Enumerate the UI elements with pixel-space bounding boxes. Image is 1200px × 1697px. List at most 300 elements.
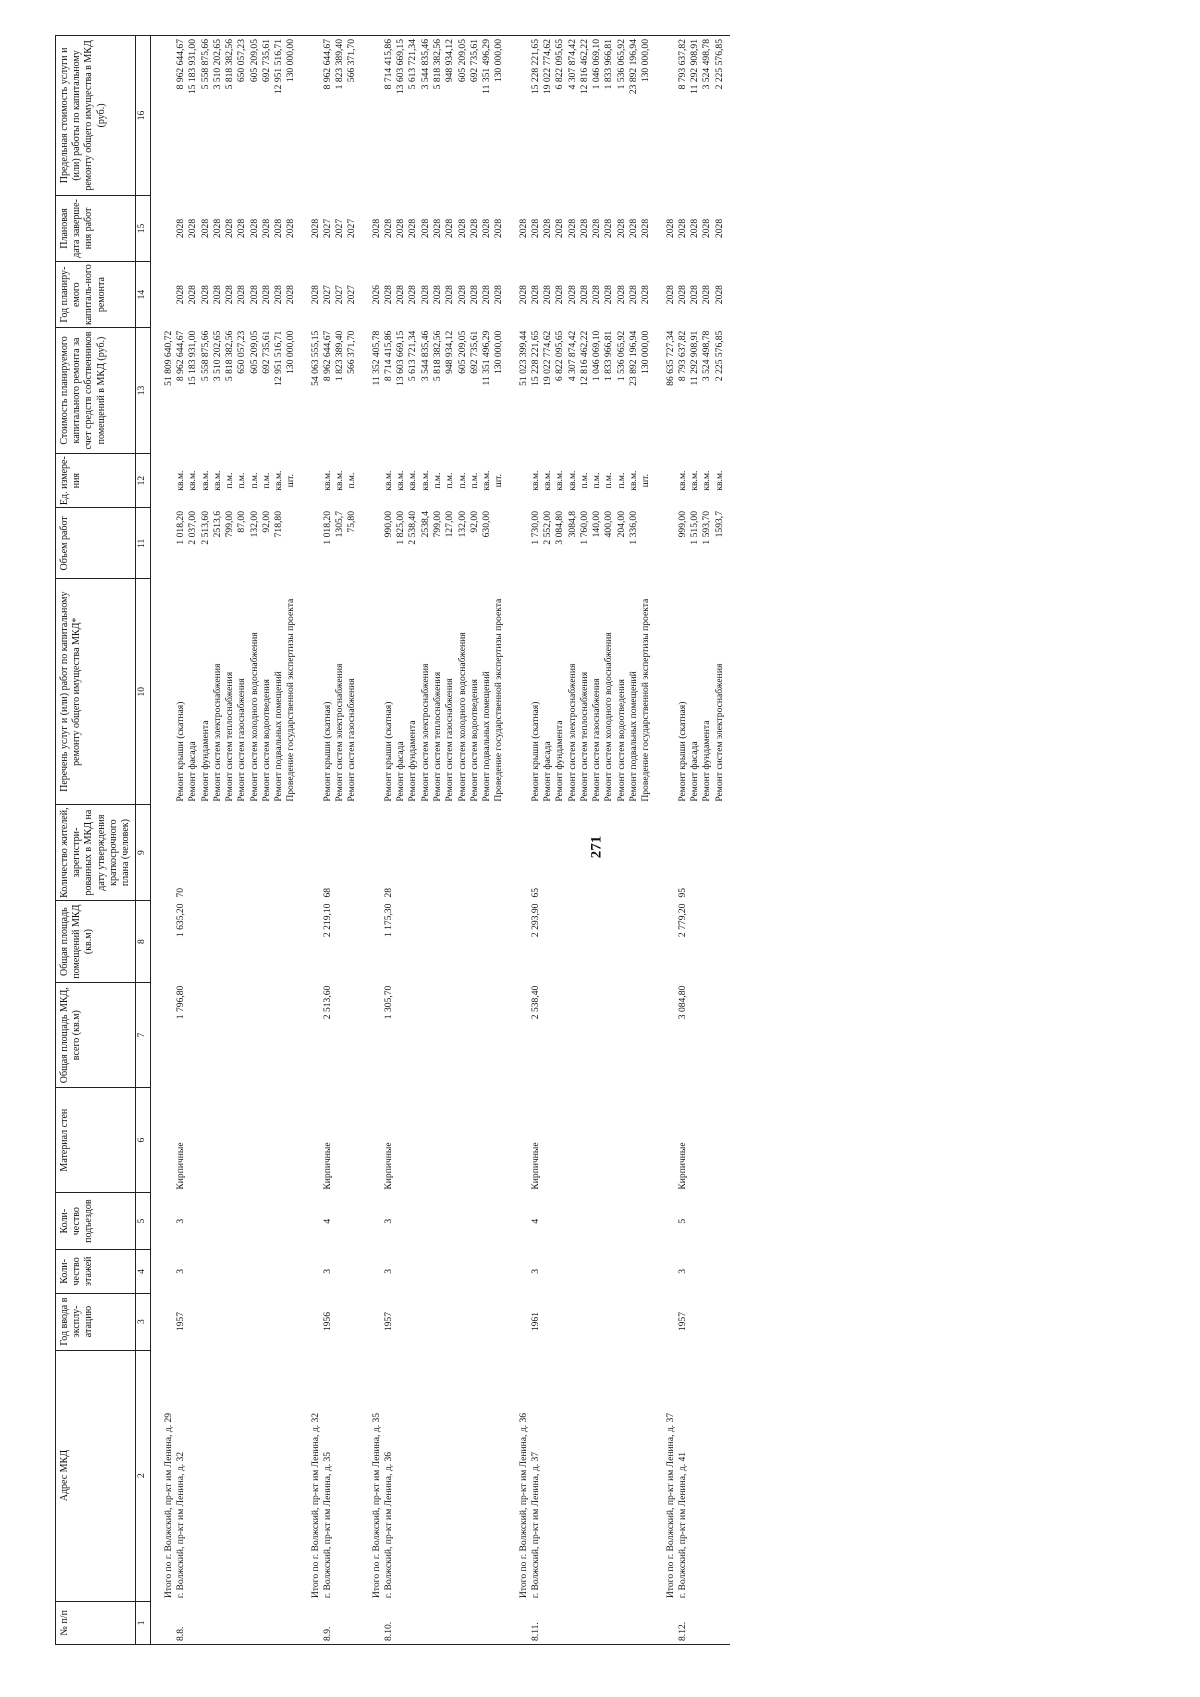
residents-cell	[689, 805, 701, 901]
planned-cost-cell: 54 063 555,15	[309, 330, 321, 386]
total-area-cell	[518, 983, 530, 1088]
unit-cell: кв.м.	[419, 470, 431, 491]
work-row	[689, 36, 701, 1645]
header-cell: Год планиру-емого капиталь-ного ремонта	[56, 262, 136, 328]
work-type-cell	[310, 579, 322, 805]
work-type-cell: Проведение государственной экспертизы проекта	[640, 598, 652, 802]
work-type-cell: Ремонт систем холодного водоснабжения	[456, 632, 468, 802]
unit-cell: п.м.	[603, 472, 615, 489]
year-built-cell	[346, 1293, 358, 1350]
work-type-cell: Ремонт систем газоснабжения	[591, 678, 603, 802]
total-area-cell	[665, 983, 677, 1088]
address-cell	[554, 1350, 566, 1601]
row-number-cell	[640, 1601, 652, 1644]
max-cost-cell: 650 057,23	[236, 36, 248, 196]
entrances-cell	[371, 1193, 383, 1250]
wall-material-cell: Кирпичные	[174, 1142, 186, 1190]
work-row	[261, 36, 273, 1645]
work-row	[469, 36, 481, 1645]
floors-cell	[591, 1250, 603, 1293]
work-volume-cell	[518, 508, 530, 579]
residents-cell	[579, 805, 591, 901]
max-cost-cell: 8 793 637,82	[677, 36, 689, 196]
column-number: 16	[136, 36, 151, 196]
floors-cell	[420, 1250, 432, 1293]
completion-date-cell: 2028	[676, 218, 688, 239]
planned-cost-cell: 51 809 640,72	[162, 330, 174, 386]
max-cost-cell: 130 000,00	[493, 36, 505, 196]
spacer-cell	[359, 901, 371, 983]
header-cell: Ед. измере-ния	[56, 453, 136, 508]
work-type-cell	[163, 579, 175, 805]
spacer-cell	[150, 508, 163, 579]
house-row	[530, 36, 542, 1645]
wall-material-cell	[554, 1088, 566, 1193]
max-cost-cell: 1 536 065,92	[616, 36, 628, 196]
entrances-cell	[432, 1193, 444, 1250]
completion-date-cell: 2028	[382, 218, 394, 239]
entrances-cell	[457, 1193, 469, 1250]
completion-date-cell: 2028	[285, 218, 297, 239]
completion-date-cell: 2027	[321, 218, 333, 239]
max-cost-cell: 19 022 774,62	[542, 36, 554, 196]
completion-date-cell: 2028	[591, 218, 603, 239]
residents-cell	[554, 805, 566, 901]
premises-area-cell	[371, 901, 383, 983]
work-row	[407, 36, 419, 1645]
max-cost-cell: 692 735,61	[261, 36, 273, 196]
repair-year-cell: 2028	[199, 285, 211, 305]
work-row	[236, 36, 248, 1645]
year-built-cell	[420, 1293, 432, 1350]
year-built-cell: 1957	[174, 1311, 186, 1332]
work-volume-cell: 204,00	[615, 510, 627, 538]
unit-cell: п.м.	[248, 472, 260, 489]
planned-cost-cell: 8 962 644,67	[174, 330, 186, 382]
entrances-cell	[628, 1193, 640, 1250]
planned-cost-cell: 15 228 221,65	[529, 330, 541, 386]
row-number-cell	[285, 1601, 297, 1644]
completion-date-cell: 2028	[187, 218, 199, 239]
unit-cell: п.м.	[578, 472, 590, 489]
row-number-cell	[481, 1601, 493, 1644]
work-volume-cell: 2 552,00	[542, 510, 554, 545]
planned-cost-cell: 11 352 405,78	[370, 330, 382, 386]
premises-area-cell	[591, 901, 603, 983]
year-built-cell	[554, 1293, 566, 1350]
wall-material-cell	[481, 1088, 493, 1193]
unit-cell: п.м.	[346, 472, 358, 489]
completion-date-cell: 2028	[370, 218, 382, 239]
spacer-cell	[298, 1088, 310, 1193]
address-cell	[200, 1350, 212, 1601]
repair-year-cell: 2028	[273, 285, 285, 305]
address-cell	[334, 1350, 346, 1601]
work-volume-cell	[640, 508, 652, 579]
work-volume-cell: 799,00	[224, 510, 236, 538]
work-type-cell: Ремонт крыши (скатная)	[676, 701, 688, 802]
premises-area-cell	[261, 901, 273, 983]
house-row	[677, 36, 689, 1645]
max-cost-cell: 8 962 644,67	[322, 36, 334, 196]
total-area-cell	[285, 983, 297, 1088]
work-row	[603, 36, 615, 1645]
work-type-cell: Ремонт крыши (скатная)	[529, 701, 541, 802]
work-row	[628, 36, 640, 1645]
entrances-cell	[224, 1193, 236, 1250]
address-cell	[224, 1350, 236, 1601]
max-cost-cell: 3 510 202,65	[212, 36, 224, 196]
total-area-cell	[628, 983, 640, 1088]
residents-cell	[420, 805, 432, 901]
repair-year-cell: 2028	[676, 285, 688, 305]
premises-area-cell	[554, 901, 566, 983]
floors-cell	[310, 1250, 322, 1293]
spacer-cell	[359, 1250, 371, 1293]
max-cost-cell: 5 818 382,56	[432, 36, 444, 196]
planned-cost-cell: 3 510 202,65	[211, 330, 223, 382]
unit-cell: шт.	[493, 473, 505, 488]
unit-cell: кв.м.	[174, 470, 186, 491]
entrances-cell: 5	[676, 1218, 688, 1224]
wall-material-cell	[273, 1088, 285, 1193]
residents-cell	[187, 805, 199, 901]
row-number-cell	[273, 1601, 285, 1644]
entrances-cell	[567, 1193, 579, 1250]
row-number-cell	[591, 1601, 603, 1644]
row-number-cell	[469, 1601, 481, 1644]
floors-cell	[469, 1250, 481, 1293]
entrances-cell	[714, 1193, 730, 1250]
spacer-cell	[150, 195, 163, 261]
total-area-cell	[346, 983, 358, 1088]
address-cell: Итого по г. Волжский, пр-кт им Ленина, д. 36	[517, 1412, 529, 1599]
spacer-cell	[298, 36, 310, 196]
entrances-cell	[616, 1193, 628, 1250]
spacer-cell	[359, 1350, 371, 1601]
header-cell: Материал стен	[56, 1088, 136, 1193]
unit-cell: п.м.	[224, 472, 236, 489]
work-volume-cell	[163, 508, 175, 579]
address-cell	[420, 1350, 432, 1601]
total-area-cell	[310, 983, 322, 1088]
total-area-cell	[163, 983, 175, 1088]
address-cell: г. Волжский, пр-кт им Ленина, д. 37	[529, 1451, 541, 1599]
wall-material-cell	[371, 1088, 383, 1193]
address-cell	[616, 1350, 628, 1601]
work-row	[249, 36, 261, 1645]
planned-cost-cell: 12 816 462,22	[578, 330, 590, 386]
floors-cell	[334, 1250, 346, 1293]
spacer-cell	[653, 1601, 665, 1644]
completion-date-cell: 2028	[554, 218, 566, 239]
row-number-cell	[395, 1601, 407, 1644]
total-row	[518, 36, 530, 1645]
spacer-cell	[506, 1601, 518, 1644]
planned-cost-cell: 1 833 966,81	[603, 330, 615, 382]
planned-cost-cell: 3 524 498,78	[701, 330, 713, 382]
address-cell	[579, 1350, 591, 1601]
repair-year-cell: 2028	[689, 285, 701, 305]
total-area-cell: 2 538,40	[529, 985, 541, 1020]
total-area-cell	[444, 983, 456, 1088]
repair-year-cell: 2028	[603, 285, 615, 305]
row-number-cell	[665, 1601, 677, 1644]
work-type-cell: Ремонт систем газоснабжения	[346, 678, 358, 802]
repair-year-cell: 2028	[615, 285, 627, 305]
address-cell: г. Волжский, пр-кт им Ленина, д. 36	[382, 1451, 394, 1599]
repair-year-cell: 2028	[664, 285, 676, 305]
floors-cell	[224, 1250, 236, 1293]
spacer-cell	[150, 579, 163, 805]
max-cost-cell	[371, 36, 383, 196]
planned-cost-cell: 692 735,61	[260, 330, 272, 374]
spacer-cell	[150, 1350, 163, 1601]
wall-material-cell	[187, 1088, 199, 1193]
repair-year-cell: 2028	[628, 285, 639, 305]
floors-cell: 3	[382, 1268, 394, 1274]
planned-cost-cell: 130 000,00	[640, 330, 652, 374]
wall-material-cell	[591, 1088, 603, 1193]
year-built-cell: 1956	[321, 1311, 333, 1332]
work-type-cell: Ремонт систем водоотведения	[615, 679, 627, 802]
work-type-cell	[371, 579, 383, 805]
repair-year-cell: 2027	[334, 285, 346, 305]
completion-date-cell: 2027	[334, 218, 346, 239]
premises-area-cell	[285, 901, 297, 983]
row-number-cell	[542, 1601, 554, 1644]
floors-cell	[603, 1250, 615, 1293]
work-row	[493, 36, 505, 1645]
work-type-cell: Проведение государственной экспертизы проекта	[285, 598, 297, 802]
premises-area-cell	[444, 901, 456, 983]
repair-year-cell: 2028	[542, 285, 554, 305]
year-built-cell	[542, 1293, 554, 1350]
work-row	[567, 36, 579, 1645]
repair-year-cell: 2028	[211, 285, 223, 305]
spacer-cell	[506, 36, 518, 196]
year-built-cell	[591, 1293, 603, 1350]
spacer-cell	[298, 1601, 310, 1644]
address-cell	[542, 1350, 554, 1601]
floors-cell	[371, 1250, 383, 1293]
unit-cell: п.м.	[615, 472, 627, 489]
planned-cost-cell: 8 793 637,82	[676, 330, 688, 382]
floors-cell	[249, 1250, 261, 1293]
floors-cell	[273, 1250, 285, 1293]
max-cost-cell	[163, 36, 175, 196]
planned-cost-cell: 566 371,70	[346, 330, 358, 374]
max-cost-cell: 1 833 966,81	[603, 36, 615, 196]
spacer-cell	[506, 983, 518, 1088]
residents-cell	[395, 805, 407, 901]
spacer-cell	[653, 805, 665, 901]
work-type-cell: Ремонт систем теплоснабжения	[224, 671, 236, 802]
unit-cell: кв.м.	[199, 470, 211, 491]
floors-cell	[689, 1250, 701, 1293]
column-number: 13	[136, 328, 151, 454]
spacer-cell	[150, 1250, 163, 1293]
premises-area-cell	[200, 901, 212, 983]
floors-cell	[542, 1250, 554, 1293]
residents-cell	[285, 805, 297, 901]
row-number-cell	[701, 1601, 713, 1644]
floors-cell: 3	[676, 1268, 688, 1274]
entrances-cell	[334, 1193, 346, 1250]
spacer-cell	[359, 328, 371, 454]
residents-cell	[273, 805, 285, 901]
premises-area-cell	[628, 901, 640, 983]
spacer-cell	[298, 453, 310, 508]
unit-cell: кв.м.	[334, 470, 346, 491]
residents-cell	[628, 805, 640, 901]
completion-date-cell: 2028	[444, 218, 456, 239]
spacer-cell	[506, 1193, 518, 1250]
max-cost-cell: 2 225 576,85	[714, 36, 730, 196]
residents-cell	[310, 805, 322, 901]
work-type-cell: Ремонт фасада	[187, 741, 199, 802]
wall-material-cell	[689, 1088, 701, 1193]
work-row	[432, 36, 444, 1645]
max-cost-cell: 130 000,00	[285, 36, 297, 196]
residents-cell	[603, 805, 615, 901]
unit-cell: кв.м.	[689, 470, 701, 491]
completion-date-cell: 2028	[199, 218, 211, 239]
planned-cost-cell: 6 822 095,65	[554, 330, 566, 382]
unit-cell: кв.м.	[407, 470, 419, 491]
header-cell: Общая площадь МКД, всего (кв.м)	[56, 983, 136, 1088]
premises-area-cell: 1 635,20	[174, 903, 186, 938]
repair-year-cell: 2028	[481, 285, 493, 305]
planned-cost-cell: 3 544 835,46	[419, 330, 431, 382]
premises-area-cell	[346, 901, 358, 983]
spacer-cell	[359, 1293, 371, 1350]
work-volume-cell: 92,00	[260, 510, 272, 533]
header-cell: Год ввода в эксплу-атацию	[56, 1293, 136, 1350]
year-built-cell: 1957	[382, 1311, 394, 1332]
floors-cell: 3	[321, 1268, 333, 1274]
completion-date-cell: 2028	[174, 218, 186, 239]
year-built-cell	[701, 1293, 713, 1350]
work-volume-cell: 1 336,00	[628, 510, 639, 545]
completion-date-cell: 2028	[529, 218, 541, 239]
floors-cell	[481, 1250, 493, 1293]
wall-material-cell	[200, 1088, 212, 1193]
work-type-cell: Ремонт фундамента	[199, 720, 211, 802]
total-row	[371, 36, 383, 1645]
entrances-cell: 4	[321, 1218, 333, 1224]
work-row	[395, 36, 407, 1645]
work-type-cell: Ремонт фундамента	[701, 720, 713, 802]
floors-cell	[714, 1250, 730, 1293]
residents-cell	[567, 805, 579, 901]
premises-area-cell: 2 219,10	[321, 903, 333, 938]
work-type-cell: Ремонт крыши (скатная)	[321, 701, 333, 802]
spacer-cell	[653, 1250, 665, 1293]
completion-date-cell: 2028	[628, 218, 639, 239]
address-cell: г. Волжский, пр-кт им Ленина, д. 32	[174, 1451, 186, 1599]
work-type-cell: Ремонт систем электроснабжения	[419, 663, 431, 802]
spacer-cell	[298, 328, 310, 454]
total-area-cell	[640, 983, 652, 1088]
entrances-cell: 3	[382, 1218, 394, 1224]
completion-date-cell: 2028	[236, 218, 248, 239]
row-number-cell	[432, 1601, 444, 1644]
spacer-row	[506, 36, 518, 1645]
completion-date-cell: 2028	[689, 218, 701, 239]
work-type-cell: Ремонт систем электроснабжения	[566, 663, 578, 802]
completion-date-cell: 2028	[211, 218, 223, 239]
wall-material-cell	[236, 1088, 248, 1193]
unit-cell: п.м.	[456, 472, 468, 489]
address-cell	[481, 1350, 493, 1601]
column-number: 1	[136, 1601, 151, 1644]
premises-area-cell	[407, 901, 419, 983]
entrances-cell	[481, 1193, 493, 1250]
header-row	[56, 36, 136, 1645]
total-area-cell	[212, 983, 224, 1088]
completion-date-cell: 2028	[566, 218, 578, 239]
year-built-cell	[407, 1293, 419, 1350]
row-number-cell	[261, 1601, 273, 1644]
residents-cell	[224, 805, 236, 901]
work-row	[187, 36, 199, 1645]
work-volume-cell: 2 037,00	[187, 510, 199, 545]
address-cell	[714, 1350, 730, 1601]
header-cell: Коли-чество этажей	[56, 1250, 136, 1293]
entrances-cell	[542, 1193, 554, 1250]
address-cell	[628, 1350, 640, 1601]
entrances-cell	[518, 1193, 530, 1250]
residents-cell	[407, 805, 419, 901]
address-cell	[187, 1350, 199, 1601]
entrances-cell	[212, 1193, 224, 1250]
total-area-cell	[591, 983, 603, 1088]
row-number-cell	[628, 1601, 640, 1644]
residents-cell	[469, 805, 481, 901]
planned-cost-cell: 4 307 874,42	[566, 330, 578, 382]
premises-area-cell: 2 293,90	[529, 903, 541, 938]
planned-cost-cell: 5 613 721,34	[407, 330, 419, 382]
planned-cost-cell: 12 951 516,71	[273, 330, 285, 386]
repair-year-cell: 2028	[566, 285, 578, 305]
row-number-cell	[224, 1601, 236, 1644]
residents-cell	[701, 805, 713, 901]
spacer-cell	[298, 1193, 310, 1250]
residents-cell	[371, 805, 383, 901]
year-built-cell: 1961	[529, 1311, 541, 1332]
spacer-cell	[150, 805, 163, 901]
unit-cell: кв.м.	[628, 470, 639, 491]
repair-year-cell: 2028	[578, 285, 590, 305]
address-cell	[346, 1350, 358, 1601]
address-cell	[261, 1350, 273, 1601]
wall-material-cell	[469, 1088, 481, 1193]
spacer-cell	[506, 262, 518, 328]
work-volume-cell: 718,80	[273, 510, 285, 538]
planned-cost-cell: 13 603 669,15	[395, 330, 407, 386]
address-cell	[701, 1350, 713, 1601]
wall-material-cell: Кирпичные	[529, 1142, 541, 1190]
spacer-cell	[150, 328, 163, 454]
repair-year-cell: 2028	[309, 285, 321, 305]
row-number-cell	[163, 1601, 175, 1644]
address-cell	[407, 1350, 419, 1601]
spacer-cell	[653, 508, 665, 579]
max-cost-cell: 11 351 496,29	[481, 36, 493, 196]
spacer-cell	[653, 453, 665, 508]
wall-material-cell	[493, 1088, 505, 1193]
